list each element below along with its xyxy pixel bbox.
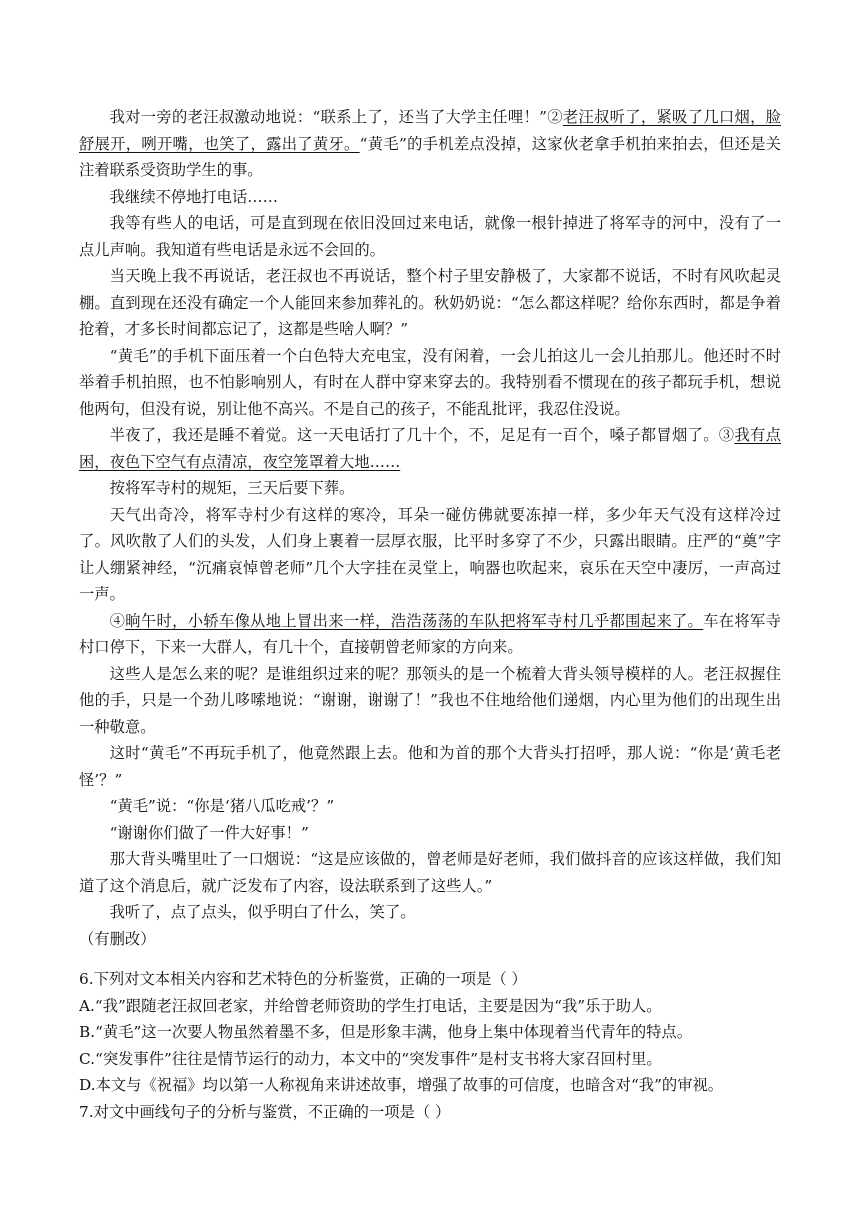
story-paragraph xyxy=(79,263,781,343)
story-paragraph xyxy=(79,422,781,475)
paragraph-text: 这时“黄毛”不再玩手机了，他竟然跟上去。他和为首的那个大背头打招呼，那人说：“你是‘黄毛老怪’？” xyxy=(79,744,781,789)
story-paragraph xyxy=(79,184,781,211)
paragraph-text: 我继续不停地打电话…… xyxy=(109,187,278,206)
questions xyxy=(79,966,781,1125)
paragraph-text: “谢谢你们做了一件大好事！” xyxy=(109,823,309,842)
paragraph-text: “黄毛”的手机下面压着一个白色特大充电宝，没有闲着，一会儿拍这儿一会儿拍那儿。他还时不时举着手机拍照，也不怕影响别人，有时在人群中穿来穿去的。我特别看不惯现在的孩子都玩手机，想说他两句，但没有说，别让他不高兴。不是自己的孩子，不能乱批评，我忍住没说。 xyxy=(79,346,781,418)
paragraph-text: 我听了，点了点头，似乎明白了什么，笑了。 xyxy=(109,903,416,921)
paragraph-text: 半夜了，我还是睡不着觉。这一天电话打了几十个，不，足足有一百个，嗓子都冒烟了。③ xyxy=(109,426,735,444)
answer-option: B.“黄毛”这一次要人物虽然着墨不多，但是形象丰满，他身上集中体现着当代青年的特点。 xyxy=(79,1023,693,1041)
story-paragraph xyxy=(79,608,781,661)
answer-option: C.“突发事件”往往是情节运行的动力，本文中的“突发事件”是村支书将大家召回村里。 xyxy=(79,1049,662,1068)
paragraph-text: 那大背头嘴里吐了一口烟说：“这是应该做的，曾老师是好老师，我们做抖音的应该这样做，我们知道了这个消息后，就广泛发布了内容，设法联系到了这些人。” xyxy=(79,850,781,895)
paragraph-text: ④ xyxy=(109,611,126,630)
story-paragraph xyxy=(79,899,781,926)
paragraph-text: 这些人是怎么来的呢？是谁组织过来的呢？那领头的是一个梳着大背头领导模样的人。老汪叔握住他的手，只是一个劲儿哆嗦地说：“谢谢，谢谢了！”我也不住地给他们递烟，内心里为他们的出现生出一种敬意。 xyxy=(79,664,781,736)
answer-option: A.“我”跟随老汪叔回老家，并给曾老师资助的学生打电话，主要是因为“我”乐于助人。 xyxy=(79,996,662,1015)
paragraph-text: 我对一旁的老汪叔激动地说：“联系上了，还当了大学主任哩！”② xyxy=(109,108,563,126)
story-paragraph xyxy=(79,475,781,502)
paragraph-text: 按将军寺村的规矩，三天后要下葬。 xyxy=(109,479,355,497)
story-paragraph xyxy=(79,820,781,847)
question-stem: 6.下列对文本相关内容和艺术特色的分析鉴赏，正确的一项是（ ） xyxy=(79,970,527,988)
underlined-sentence: 老汪叔听了，紧吸了几口烟，脸舒展开，咧开嘴，也笑了，露出了黄牙。 xyxy=(79,108,781,153)
paragraph-text: “黄毛”说：“你是‘猪八瓜吃戒’？” xyxy=(109,797,335,815)
paragraph-text: 我等有些人的电话，可是直到现在依旧没回过来电话，就像一根针掉进了将军寺的河中，没有了一点儿声响。我知道有些电话是永远不会回的。 xyxy=(79,214,781,259)
story-paragraph xyxy=(79,502,781,608)
abridged-note: （有删改） xyxy=(79,929,156,948)
story-paragraph xyxy=(79,793,781,820)
story-paragraph xyxy=(79,740,781,793)
story-paragraph xyxy=(79,104,781,184)
story-paragraph xyxy=(79,210,781,263)
story-paragraph xyxy=(79,846,781,899)
paragraph-text: “黄毛”的手机差点没掉，这家伙老拿手机拍来拍去，但还是关注着联系受资助学生的事。 xyxy=(79,134,781,179)
underlined-sentence: 晌午时，小轿车像从地上冒出来一样，浩浩荡荡的车队把将军寺村几乎都围起来了。 xyxy=(125,611,704,630)
story-paragraph xyxy=(79,661,781,741)
question-stem: 7.对文中画线句子的分析与鉴赏，不正确的一项是（ ） xyxy=(79,1102,451,1121)
underlined-sentence: 我有点困，夜色下空气有点清凉，夜空笼罩着大地…… xyxy=(79,426,781,471)
story-paragraph xyxy=(79,343,781,423)
answer-option: D.本文与《祝福》均以第一人称视角来讲述故事，增强了故事的可信度，也暗含对“我”的审视。 xyxy=(79,1076,724,1094)
paragraph-text: 车在将军寺村口停下，下来一大群人，有几十个，直接朝曾老师家的方向来。 xyxy=(79,611,781,656)
paragraph-text: 当天晚上我不再说话，老汪叔也不再说话，整个村子里安静极了，大家都不说话，不时有风吹起灵棚。直到现在还没有确定一个人能回来参加葬礼的。秋奶奶说：“怎么都这样呢？给你东西时，都是争着抢着，才多长时间都忘记了，这都是些啥人啊？” xyxy=(79,267,781,338)
document-page xyxy=(79,104,781,1125)
story-body xyxy=(79,104,781,926)
paragraph-text: 天气出奇冷，将军寺村少有这样的寒冷，耳朵一碰仿佛就要冻掉一样，多少年天气没有这样冷过了。风吹散了人们的头发，人们身上裹着一层厚衣服，比平时多穿了不少，只露出眼睛。庄严的“奠”字让人绷紧神经，“沉痛哀悼曾老师”几个大字挂在灵堂上，响器也吹起来，哀乐在天空中凄厉，一声高过一声。 xyxy=(79,505,781,603)
